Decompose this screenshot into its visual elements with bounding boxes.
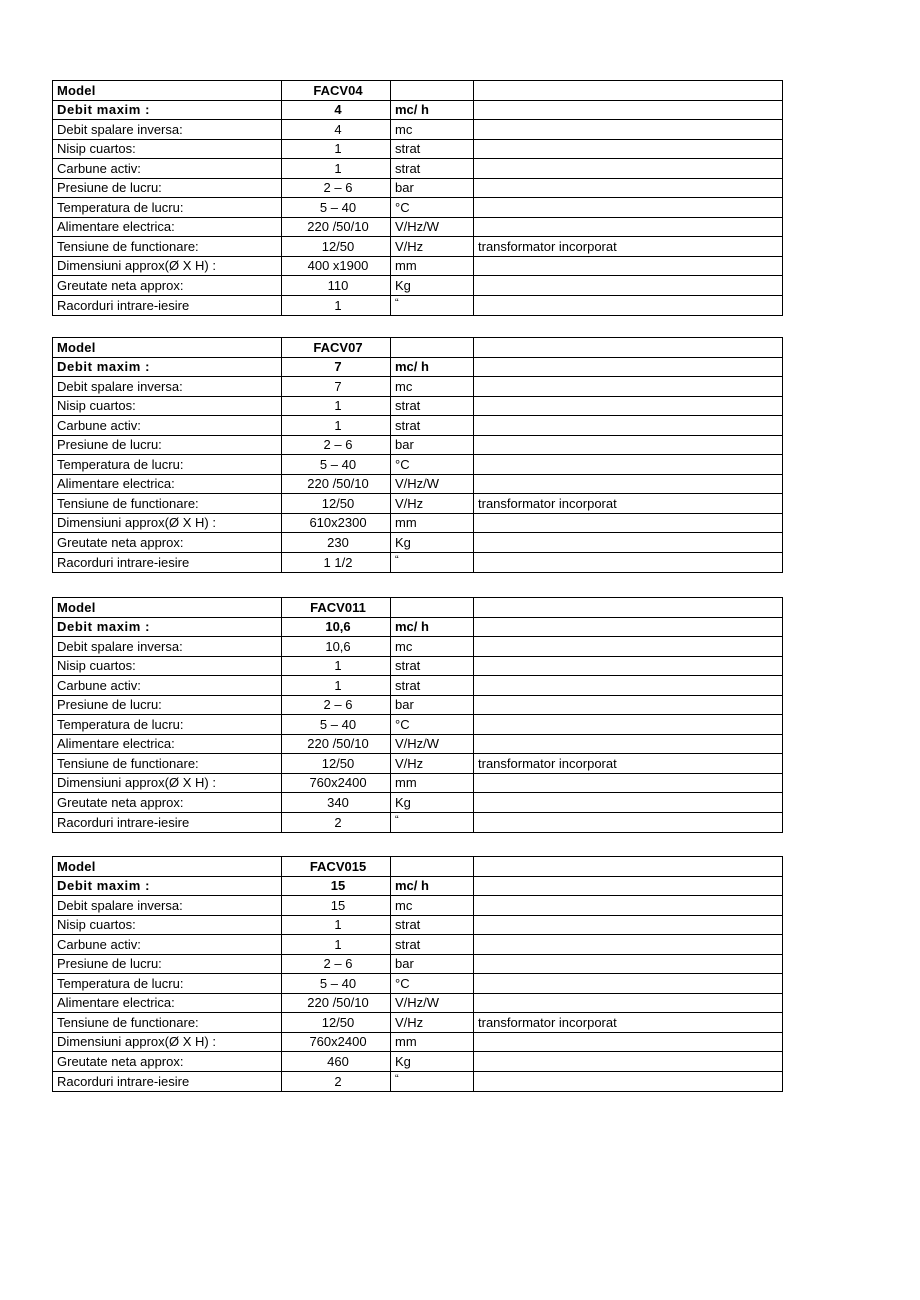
row-note: [474, 435, 783, 455]
row-note: [474, 416, 783, 436]
table-row: [53, 237, 783, 257]
row-unit: V/Hz/W: [391, 993, 474, 1013]
row-value: 12/50: [282, 494, 391, 514]
row-unit: V/Hz/W: [391, 474, 474, 494]
row-value: 1: [282, 935, 391, 955]
row-note: [474, 915, 783, 935]
row-note: [474, 715, 783, 735]
table-row: [53, 100, 783, 120]
row-value: FACV011: [282, 598, 391, 618]
row-label: Model: [53, 598, 282, 618]
row-value: 5 – 40: [282, 715, 391, 735]
row-label: Greutate neta approx:: [53, 1052, 282, 1072]
row-value: 1: [282, 676, 391, 696]
row-note: [474, 100, 783, 120]
row-label: Nisip cuartos:: [53, 139, 282, 159]
table-row: [53, 276, 783, 296]
row-label: Racorduri intrare-iesire: [53, 295, 282, 315]
row-unit: mm: [391, 513, 474, 533]
table-row: [53, 993, 783, 1013]
row-unit: Kg: [391, 276, 474, 296]
row-unit: mc: [391, 377, 474, 397]
table-row: [53, 217, 783, 237]
row-note: transformator incorporat: [474, 1013, 783, 1033]
row-note: [474, 793, 783, 813]
row-label: Presiune de lucru:: [53, 954, 282, 974]
row-label: Racorduri intrare-iesire: [53, 812, 282, 832]
row-note: transformator incorporat: [474, 754, 783, 774]
table-row: [53, 715, 783, 735]
row-note: [474, 552, 783, 572]
row-value: 1: [282, 416, 391, 436]
row-unit: °C: [391, 198, 474, 218]
row-unit: strat: [391, 396, 474, 416]
row-unit: V/Hz: [391, 237, 474, 257]
table-row: [53, 1032, 783, 1052]
row-label: Debit maxim :: [53, 357, 282, 377]
row-note: [474, 81, 783, 101]
row-value: 110: [282, 276, 391, 296]
row-note: [474, 1032, 783, 1052]
row-value: 4: [282, 120, 391, 140]
row-label: Dimensiuni approx(Ø X H) :: [53, 256, 282, 276]
row-note: [474, 295, 783, 315]
row-unit: [391, 812, 474, 832]
row-note: [474, 637, 783, 657]
row-note: [474, 217, 783, 237]
row-unit: [391, 857, 474, 877]
table-row: [53, 552, 783, 572]
row-unit: strat: [391, 915, 474, 935]
table-row: [53, 338, 783, 358]
row-note: [474, 377, 783, 397]
row-label: Carbune activ:: [53, 416, 282, 436]
row-value: 1: [282, 656, 391, 676]
table-row: [53, 513, 783, 533]
row-value: 12/50: [282, 237, 391, 257]
table-row: [53, 533, 783, 553]
row-value: 15: [282, 876, 391, 896]
table-row: [53, 857, 783, 877]
row-note: [474, 1071, 783, 1091]
row-note: [474, 256, 783, 276]
table-row: [53, 598, 783, 618]
row-unit: [391, 1071, 474, 1091]
row-label: Nisip cuartos:: [53, 915, 282, 935]
row-value: 230: [282, 533, 391, 553]
row-label: Debit maxim :: [53, 876, 282, 896]
row-value: 5 – 40: [282, 974, 391, 994]
row-unit: Kg: [391, 793, 474, 813]
table-row: [53, 455, 783, 475]
row-label: Debit maxim :: [53, 100, 282, 120]
row-label: Presiune de lucru:: [53, 435, 282, 455]
row-value: 220 /50/10: [282, 474, 391, 494]
row-label: Temperatura de lucru:: [53, 974, 282, 994]
row-unit: bar: [391, 435, 474, 455]
table-row: [53, 178, 783, 198]
spec-table: [52, 80, 783, 316]
row-unit: strat: [391, 676, 474, 696]
row-note: [474, 993, 783, 1013]
row-note: [474, 357, 783, 377]
table-row: [53, 139, 783, 159]
row-note: [474, 474, 783, 494]
row-note: [474, 533, 783, 553]
row-label: Model: [53, 338, 282, 358]
table-row: [53, 637, 783, 657]
row-value: 2: [282, 812, 391, 832]
table-row: [53, 198, 783, 218]
row-value: 460: [282, 1052, 391, 1072]
row-unit: °C: [391, 974, 474, 994]
table-row: [53, 416, 783, 436]
table-row: [53, 357, 783, 377]
row-note: [474, 812, 783, 832]
row-unit: V/Hz: [391, 1013, 474, 1033]
table-row: [53, 734, 783, 754]
row-label: Dimensiuni approx(Ø X H) :: [53, 513, 282, 533]
row-value: 2 – 6: [282, 695, 391, 715]
row-unit: V/Hz: [391, 754, 474, 774]
row-unit: mc/ h: [391, 876, 474, 896]
table-row: [53, 81, 783, 101]
row-note: transformator incorporat: [474, 494, 783, 514]
row-unit: bar: [391, 954, 474, 974]
table-row: [53, 1071, 783, 1091]
unit-inch-symbol: “: [395, 553, 399, 566]
table-row: [53, 617, 783, 637]
row-value: 7: [282, 357, 391, 377]
row-label: Nisip cuartos:: [53, 396, 282, 416]
table-row: [53, 915, 783, 935]
row-unit: strat: [391, 139, 474, 159]
table-row: [53, 773, 783, 793]
row-value: 220 /50/10: [282, 734, 391, 754]
unit-inch-symbol: “: [395, 296, 399, 309]
table-row: [53, 256, 783, 276]
row-value: 2 – 6: [282, 435, 391, 455]
spec-table: [52, 337, 783, 573]
table-row: [53, 754, 783, 774]
table-row: [53, 935, 783, 955]
row-unit: mc/ h: [391, 357, 474, 377]
row-unit: mc/ h: [391, 617, 474, 637]
row-label: Racorduri intrare-iesire: [53, 1071, 282, 1091]
row-note: [474, 734, 783, 754]
row-value: 400 x1900: [282, 256, 391, 276]
row-unit: V/Hz: [391, 494, 474, 514]
row-label: Alimentare electrica:: [53, 217, 282, 237]
row-label: Alimentare electrica:: [53, 734, 282, 754]
row-label: Carbune activ:: [53, 159, 282, 179]
row-value: FACV04: [282, 81, 391, 101]
row-label: Presiune de lucru:: [53, 178, 282, 198]
table-row: [53, 676, 783, 696]
row-note: [474, 896, 783, 916]
row-note: [474, 954, 783, 974]
row-note: [474, 198, 783, 218]
row-unit: mc: [391, 637, 474, 657]
row-unit: [391, 338, 474, 358]
table-row: [53, 793, 783, 813]
spec-table: [52, 856, 783, 1092]
row-unit: [391, 552, 474, 572]
row-label: Temperatura de lucru:: [53, 455, 282, 475]
row-unit: V/Hz/W: [391, 217, 474, 237]
table-row: [53, 954, 783, 974]
row-note: [474, 935, 783, 955]
row-unit: bar: [391, 178, 474, 198]
row-note: [474, 695, 783, 715]
row-note: [474, 120, 783, 140]
row-value: 2: [282, 1071, 391, 1091]
row-unit: bar: [391, 695, 474, 715]
table-row: [53, 1013, 783, 1033]
row-note: [474, 598, 783, 618]
row-value: 5 – 40: [282, 455, 391, 475]
row-label: Dimensiuni approx(Ø X H) :: [53, 773, 282, 793]
table-row: [53, 974, 783, 994]
row-unit: °C: [391, 455, 474, 475]
row-value: 760x2400: [282, 1032, 391, 1052]
row-unit: strat: [391, 935, 474, 955]
row-value: 10,6: [282, 617, 391, 637]
row-label: Nisip cuartos:: [53, 656, 282, 676]
row-label: Greutate neta approx:: [53, 276, 282, 296]
row-label: Greutate neta approx:: [53, 533, 282, 553]
row-note: [474, 876, 783, 896]
row-label: Carbune activ:: [53, 935, 282, 955]
table-row: [53, 494, 783, 514]
row-label: Tensiune de functionare:: [53, 494, 282, 514]
row-label: Debit spalare inversa:: [53, 120, 282, 140]
table-row: [53, 812, 783, 832]
row-label: Presiune de lucru:: [53, 695, 282, 715]
row-unit: [391, 598, 474, 618]
row-value: 220 /50/10: [282, 993, 391, 1013]
row-label: Carbune activ:: [53, 676, 282, 696]
row-note: [474, 773, 783, 793]
table-row: [53, 695, 783, 715]
row-unit: V/Hz/W: [391, 734, 474, 754]
row-label: Racorduri intrare-iesire: [53, 552, 282, 572]
row-label: Temperatura de lucru:: [53, 198, 282, 218]
row-value: 15: [282, 896, 391, 916]
row-label: Tensiune de functionare:: [53, 754, 282, 774]
row-unit: Kg: [391, 533, 474, 553]
row-note: [474, 1052, 783, 1072]
spec-table: [52, 597, 783, 833]
unit-inch-symbol: “: [395, 813, 399, 826]
row-note: [474, 338, 783, 358]
row-value: 610x2300: [282, 513, 391, 533]
row-note: [474, 513, 783, 533]
table-row: [53, 435, 783, 455]
row-label: Model: [53, 857, 282, 877]
row-label: Dimensiuni approx(Ø X H) :: [53, 1032, 282, 1052]
row-note: [474, 139, 783, 159]
row-label: Model: [53, 81, 282, 101]
row-value: 12/50: [282, 754, 391, 774]
table-row: [53, 295, 783, 315]
row-unit: [391, 295, 474, 315]
row-value: 220 /50/10: [282, 217, 391, 237]
row-value: 1: [282, 915, 391, 935]
row-value: 1: [282, 139, 391, 159]
row-label: Tensiune de functionare:: [53, 237, 282, 257]
row-note: [474, 857, 783, 877]
table-row: [53, 896, 783, 916]
row-value: 1: [282, 159, 391, 179]
row-note: [474, 974, 783, 994]
row-note: [474, 617, 783, 637]
row-label: Greutate neta approx:: [53, 793, 282, 813]
row-note: [474, 159, 783, 179]
table-row: [53, 656, 783, 676]
row-value: 1: [282, 396, 391, 416]
row-value: 5 – 40: [282, 198, 391, 218]
row-note: [474, 276, 783, 296]
row-unit: strat: [391, 656, 474, 676]
row-label: Temperatura de lucru:: [53, 715, 282, 735]
table-row: [53, 396, 783, 416]
row-unit: mc/ h: [391, 100, 474, 120]
row-label: Alimentare electrica:: [53, 993, 282, 1013]
row-unit: mc: [391, 896, 474, 916]
row-unit: mm: [391, 256, 474, 276]
row-label: Debit spalare inversa:: [53, 896, 282, 916]
row-value: 1 1/2: [282, 552, 391, 572]
row-note: [474, 178, 783, 198]
row-label: Debit spalare inversa:: [53, 637, 282, 657]
row-note: [474, 656, 783, 676]
row-note: [474, 676, 783, 696]
row-note: [474, 455, 783, 475]
row-label: Debit maxim :: [53, 617, 282, 637]
row-value: 7: [282, 377, 391, 397]
table-row: [53, 1052, 783, 1072]
row-value: FACV015: [282, 857, 391, 877]
row-label: Debit spalare inversa:: [53, 377, 282, 397]
unit-inch-symbol: “: [395, 1072, 399, 1085]
row-value: 2 – 6: [282, 178, 391, 198]
row-note: transformator incorporat: [474, 237, 783, 257]
table-row: [53, 159, 783, 179]
row-value: 760x2400: [282, 773, 391, 793]
row-unit: mm: [391, 773, 474, 793]
row-label: Alimentare electrica:: [53, 474, 282, 494]
table-row: [53, 377, 783, 397]
row-value: 340: [282, 793, 391, 813]
table-row: [53, 120, 783, 140]
row-label: Tensiune de functionare:: [53, 1013, 282, 1033]
row-value: 1: [282, 295, 391, 315]
table-row: [53, 474, 783, 494]
row-note: [474, 396, 783, 416]
row-value: FACV07: [282, 338, 391, 358]
row-value: 4: [282, 100, 391, 120]
row-value: 2 – 6: [282, 954, 391, 974]
row-unit: mm: [391, 1032, 474, 1052]
row-unit: strat: [391, 416, 474, 436]
row-unit: [391, 81, 474, 101]
table-row: [53, 876, 783, 896]
row-unit: Kg: [391, 1052, 474, 1072]
row-value: 12/50: [282, 1013, 391, 1033]
row-value: 10,6: [282, 637, 391, 657]
row-unit: mc: [391, 120, 474, 140]
row-unit: °C: [391, 715, 474, 735]
row-unit: strat: [391, 159, 474, 179]
